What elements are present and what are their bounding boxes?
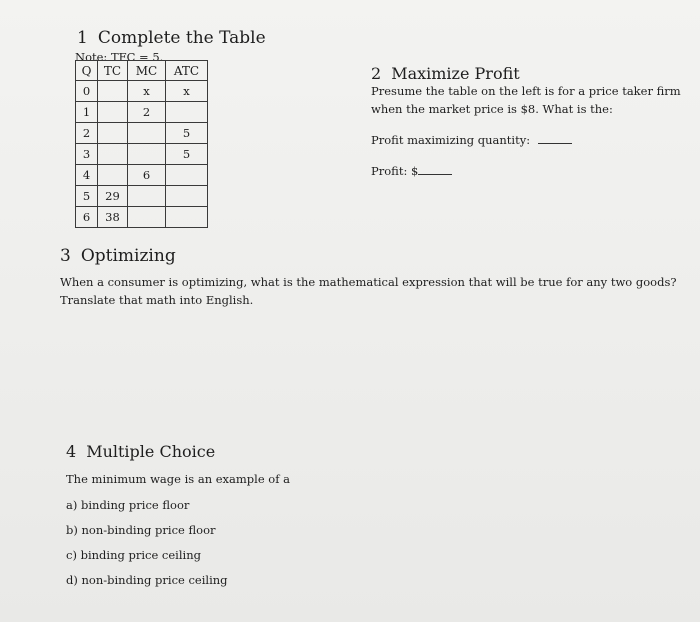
section-2-number: 2 [371, 64, 382, 83]
section-2-body [371, 82, 691, 118]
cell-q: 0 [76, 81, 98, 102]
cell-atc: x [166, 81, 208, 102]
section-4-heading [66, 442, 215, 461]
cell-mc [128, 123, 166, 144]
quantity-answer-blank[interactable] [538, 143, 572, 144]
cost-table [75, 60, 208, 228]
quantity-question [371, 131, 572, 149]
section-2-body-line-1: Presume the table on the left is for a price taker firm [371, 84, 681, 98]
header-atc: ATC [166, 61, 208, 81]
table-header-row [76, 61, 208, 81]
section-1-title: Complete the Table [97, 28, 266, 48]
cell-q: 4 [76, 165, 98, 186]
header-tc: TC [98, 61, 128, 81]
section-1-heading [77, 28, 266, 48]
table-row [76, 186, 208, 207]
table-row [76, 207, 208, 228]
cell-tc: 29 [98, 186, 128, 207]
section-2-heading [371, 64, 520, 83]
cell-mc [128, 144, 166, 165]
section-1-number: 1 [77, 28, 88, 48]
cell-mc [128, 207, 166, 228]
cell-atc: 5 [166, 144, 208, 165]
profit-answer-blank[interactable] [418, 174, 452, 175]
cell-mc: 6 [128, 165, 166, 186]
mc-option-d[interactable]: d) non-binding price ceiling [66, 573, 228, 587]
cell-atc [166, 165, 208, 186]
cell-tc [98, 123, 128, 144]
mc-question: The minimum wage is an example of a [66, 472, 290, 486]
mc-option-c[interactable]: c) binding price ceiling [66, 548, 201, 562]
mc-option-b[interactable]: b) non-binding price floor [66, 523, 216, 537]
header-q: Q [76, 61, 98, 81]
section-3-body-line-2: Translate that math into English. [60, 293, 254, 307]
section-4-number: 4 [66, 442, 77, 461]
profit-question [371, 162, 452, 180]
cell-tc [98, 102, 128, 123]
section-3-number: 3 [60, 246, 71, 266]
table-row [76, 81, 208, 102]
cell-tc [98, 165, 128, 186]
mc-option-a[interactable]: a) binding price floor [66, 498, 190, 512]
cell-atc: 5 [166, 123, 208, 144]
table-row [76, 144, 208, 165]
section-3-heading [60, 246, 176, 266]
section-3-title: Optimizing [80, 246, 176, 266]
quantity-label: Profit maximizing quantity: [371, 133, 531, 147]
cell-tc [98, 144, 128, 165]
cell-atc [166, 207, 208, 228]
table-row [76, 123, 208, 144]
section-3-body-line-1: When a consumer is optimizing, what is the mathematical expression that will be true for any two goods? [60, 275, 677, 289]
cell-q: 3 [76, 144, 98, 165]
cell-atc [166, 102, 208, 123]
cell-mc [128, 186, 166, 207]
profit-label: Profit: $ [371, 164, 419, 178]
section-2-title: Maximize Profit [391, 64, 520, 83]
cell-tc: 38 [98, 207, 128, 228]
cell-q: 6 [76, 207, 98, 228]
cell-mc: 2 [128, 102, 166, 123]
table-note: Note: TFC = 5. [75, 50, 164, 64]
cell-q: 2 [76, 123, 98, 144]
section-3-body [60, 273, 680, 309]
table-row [76, 165, 208, 186]
table-row [76, 102, 208, 123]
section-4-title: Multiple Choice [86, 442, 216, 461]
cell-tc [98, 81, 128, 102]
cell-mc: x [128, 81, 166, 102]
cell-atc [166, 186, 208, 207]
section-2-body-line-2: when the market price is $8. What is the: [371, 102, 613, 116]
cell-q: 5 [76, 186, 98, 207]
cell-q: 1 [76, 102, 98, 123]
header-mc: MC [128, 61, 166, 81]
